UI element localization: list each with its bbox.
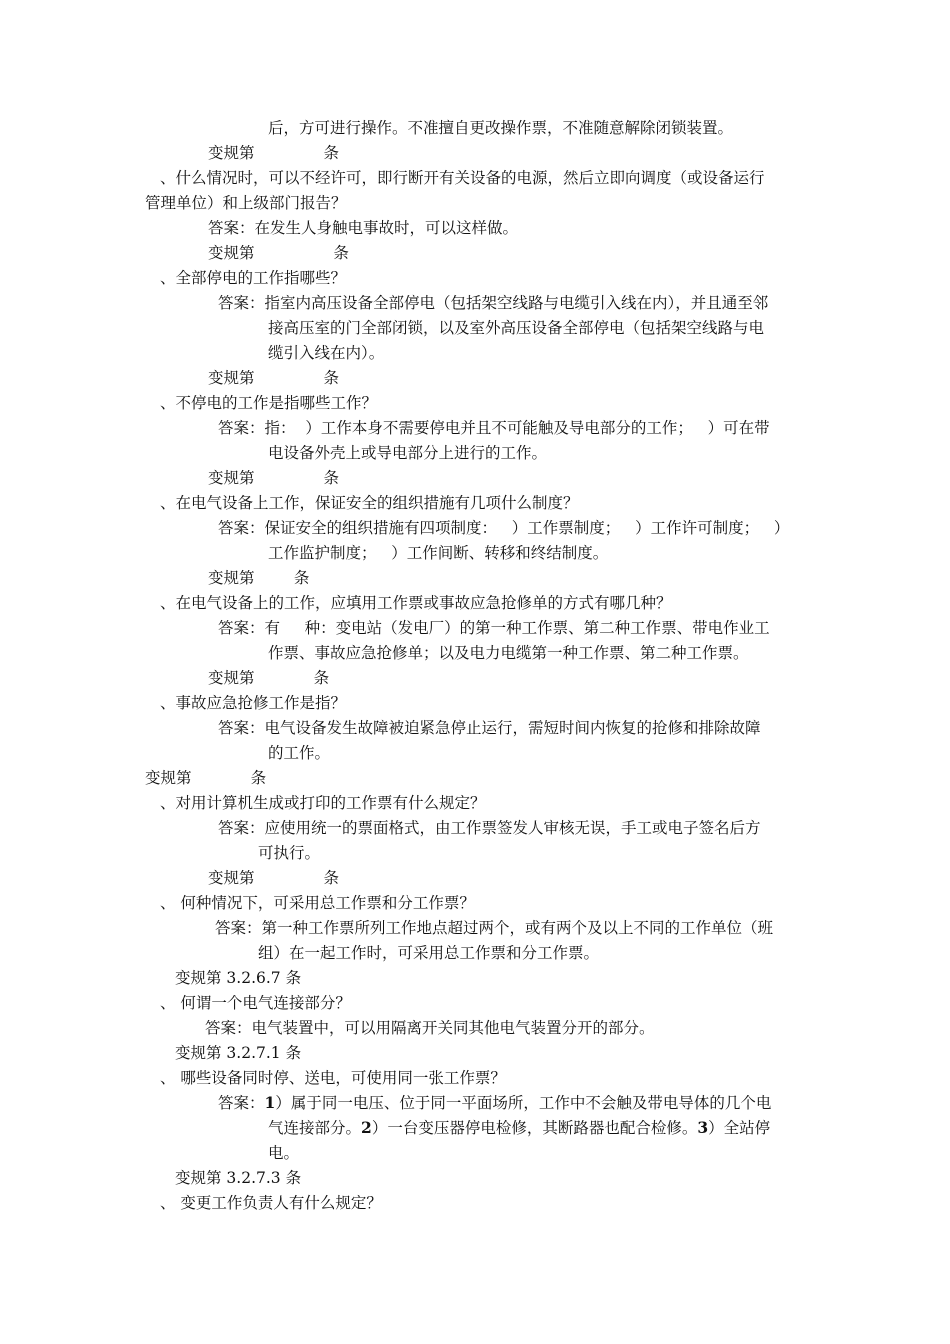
answer-continued: 的工作。 — [268, 744, 331, 762]
answer: 答案：电气装置中，可以用隔离开关同其他电气装置分开的部分。 — [205, 1019, 655, 1037]
question: 、事故应急抢修工作是指？ — [160, 694, 347, 712]
rule-reference: 变规第 条 — [208, 869, 339, 887]
item-number: 2 — [361, 1118, 372, 1137]
answer-continued: 接高压室的门全部闭锁，以及室外高压设备全部停电（包括架空线路与电 — [268, 319, 765, 337]
rule-reference: 变规第 条 — [208, 369, 339, 387]
rule-reference: 变规第 条 — [208, 144, 339, 162]
item-number: 1 — [264, 1093, 276, 1112]
question: 、什么情况时，可以不经许可，即行断开有关设备的电源，然后立即向调度（或设备运行 — [160, 169, 765, 187]
rule-reference: 变规第 条 — [208, 569, 310, 587]
answer-continued — [268, 1118, 770, 1138]
answer-continued: 电设备外壳上或导电部分上进行的工作。 — [268, 444, 548, 462]
answer-text: ）全站停 — [708, 1119, 771, 1137]
answer: 答案：应使用统一的票面格式，由工作票签发人审核无误，手工或电子签名后方 — [218, 819, 761, 837]
answer — [218, 1093, 771, 1113]
answer-continued: 组）在一起工作时，可采用总工作票和分工作票。 — [258, 944, 600, 962]
answer-text: ）一台变压器停电检修，其断路器也配合检修。 — [371, 1119, 698, 1137]
answer: 答案：指室内高压设备全部停电（包括架空线路与电缆引入线在内），并且通至邻 — [218, 294, 769, 312]
question: 、在电气设备上工作，保证安全的组织措施有几项什么制度？ — [160, 494, 579, 512]
answer: 答案：第一种工作票所列工作地点超过两个，或有两个及以上不同的工作单位（班 — [215, 919, 774, 937]
question: 、全部停电的工作指哪些？ — [160, 269, 347, 287]
item-number: 3 — [697, 1118, 709, 1137]
answer: 答案：有 种：变电站（发电厂）的第一种工作票、第二种工作票、带电作业工 — [218, 619, 770, 637]
question: 、 何谓一个电气连接部分？ — [160, 994, 351, 1012]
text-line: 后，方可进行操作。不准擅自更改操作票，不准随意解除闭锁装置。 — [268, 119, 734, 137]
rule-reference: 变规第 3.2.7.1 条 — [175, 1044, 302, 1062]
question: 、对用计算机生成或打印的工作票有什么规定？ — [160, 794, 486, 812]
rule-reference: 变规第 条 — [208, 469, 339, 487]
answer-text: 气连接部分。 — [268, 1119, 362, 1137]
answer-text: ）属于同一电压、位于同一平面场所，工作中不会触及带电导体的几个电 — [275, 1094, 772, 1112]
rule-reference: 变规第 3.2.6.7 条 — [175, 969, 302, 987]
answer-label: 答案： — [218, 1094, 265, 1112]
question: 、 何种情况下，可采用总工作票和分工作票？ — [160, 894, 475, 912]
answer-continued: 作票、事故应急抢修单；以及电力电缆第一种工作票、第二种工作票。 — [268, 644, 749, 662]
question: 、 哪些设备同时停、送电，可使用同一张工作票？ — [160, 1069, 506, 1087]
answer: 答案：在发生人身触电事故时，可以这样做。 — [208, 219, 519, 237]
rule-reference: 变规第 条 — [145, 769, 267, 787]
answer-continued: 工作监护制度； ）工作间断、转移和终结制度。 — [268, 544, 609, 562]
answer-continued: 缆引入线在内）。 — [268, 344, 385, 362]
answer: 答案：保证安全的组织措施有四项制度： ）工作票制度； ）工作许可制度； ） — [218, 519, 790, 537]
question: 、 变更工作负责人有什么规定？ — [160, 1194, 382, 1212]
rule-reference: 变规第 条 — [208, 669, 330, 687]
rule-reference: 变规第 3.2.7.3 条 — [175, 1169, 302, 1187]
question: 、不停电的工作是指哪些工作？ — [160, 394, 378, 412]
question-continued: 管理单位）和上级部门报告？ — [145, 194, 347, 212]
answer-continued: 可执行。 — [258, 844, 321, 862]
question: 、在电气设备上的工作，应填用工作票或事故应急抢修单的方式有哪几种？ — [160, 594, 672, 612]
rule-reference: 变规第 条 — [208, 244, 349, 262]
answer-continued: 电。 — [268, 1144, 300, 1162]
answer: 答案：指： ）工作本身不需要停电并且不可能触及导电部分的工作； ）可在带 — [218, 419, 770, 437]
answer: 答案：电气设备发生故障被迫紧急停止运行，需短时间内恢复的抢修和排除故障 — [218, 719, 761, 737]
